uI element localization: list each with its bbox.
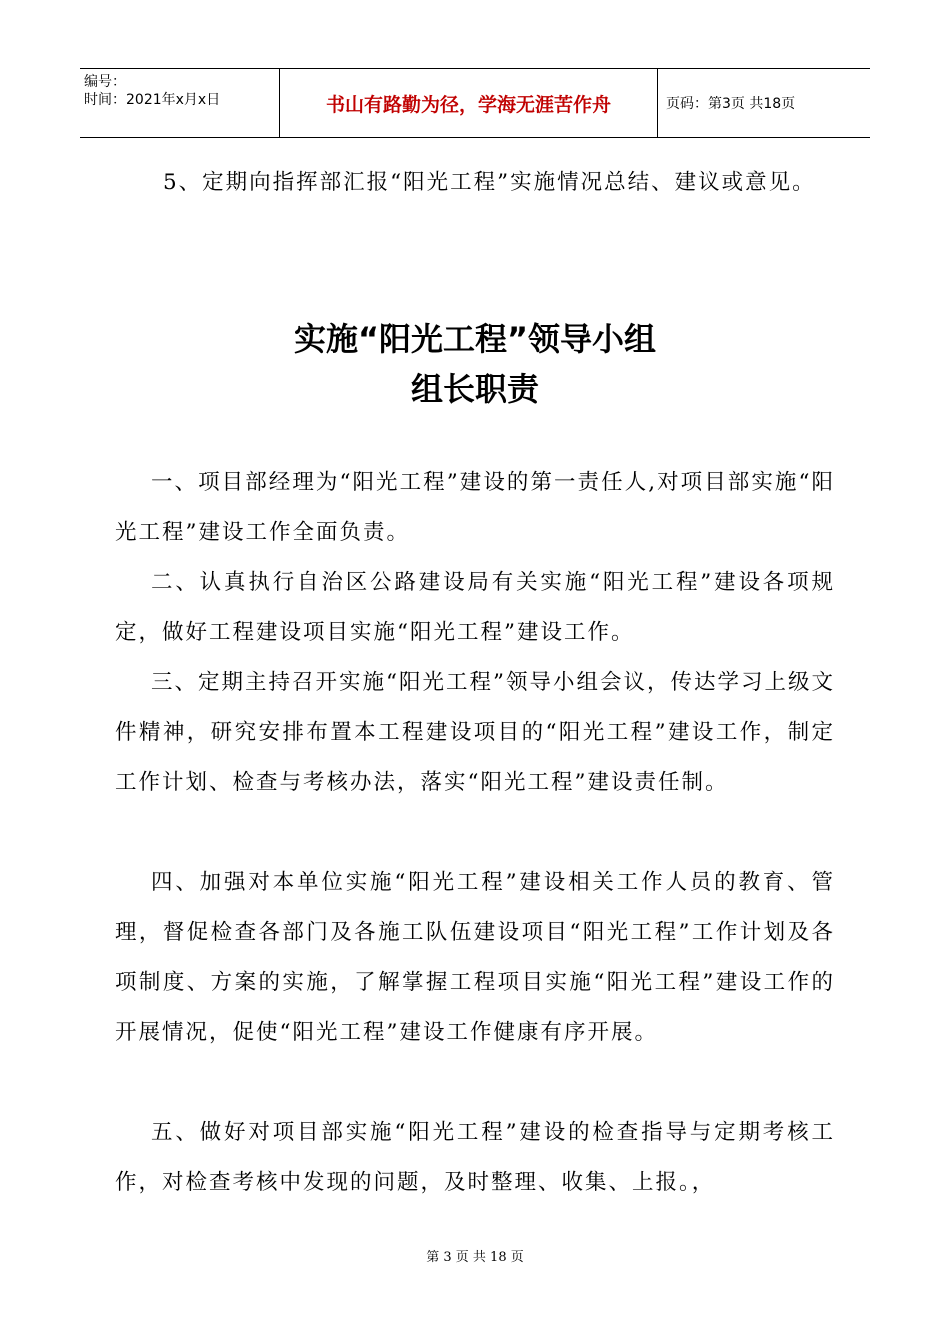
header-meta <box>80 69 280 137</box>
page-footer: 第 3 页 共 18 页 <box>426 1250 524 1265</box>
section-title-line2: 组长职责 <box>410 370 539 408</box>
page-header <box>80 68 870 138</box>
paragraph-5: 五、做好对项目部实施“阳光工程”建设的检查指导与定期考核工作，对检查考核中发现的问题，及时整理、收集、上报。， <box>115 1120 835 1195</box>
paragraph-1: 一、项目部经理为“阳光工程”建设的第一责任人,对项目部实施“阳光工程”建设工作全面负责。 <box>115 470 835 545</box>
header-page-code: 页码：第3页 共18页 <box>666 96 796 112</box>
header-motto: 书山有路勤为径，学海无涯苦作舟 <box>280 69 658 137</box>
paragraph-3: 三、定期主持召开实施“阳光工程”领导小组会议，传达学习上级文件精神，研究安排布置本工程建设项目的“阳光工程”建设工作，制定工作计划、检查与考核办法，落实“阳光工程”建设责任制。 <box>115 670 835 795</box>
number-label: 编号： <box>84 74 126 90</box>
paragraph-4: 四、加强对本单位实施“阳光工程”建设相关工作人员的教育、管理，督促检查各部门及各施工队伍建设项目“阳光工程”工作计划及各项制度、方案的实施，了解掌握工程项目实施“阳光工程”建设工作的开展情况，促使“阳光工程”建设工作健康有序开展。 <box>115 870 835 1045</box>
section-title-line1: 实施“阳光工程”领导小组 <box>293 320 657 358</box>
item-5-paragraph: 5、定期向指挥部汇报“阳光工程”实施情况总结、建议或意见。 <box>163 170 816 195</box>
paragraph-2: 二、认真执行自治区公路建设局有关实施“阳光工程”建设各项规定，做好工程建设项目实施“阳光工程”建设工作。 <box>115 570 835 645</box>
time-label: 时间：2021年x月x日 <box>84 92 221 108</box>
